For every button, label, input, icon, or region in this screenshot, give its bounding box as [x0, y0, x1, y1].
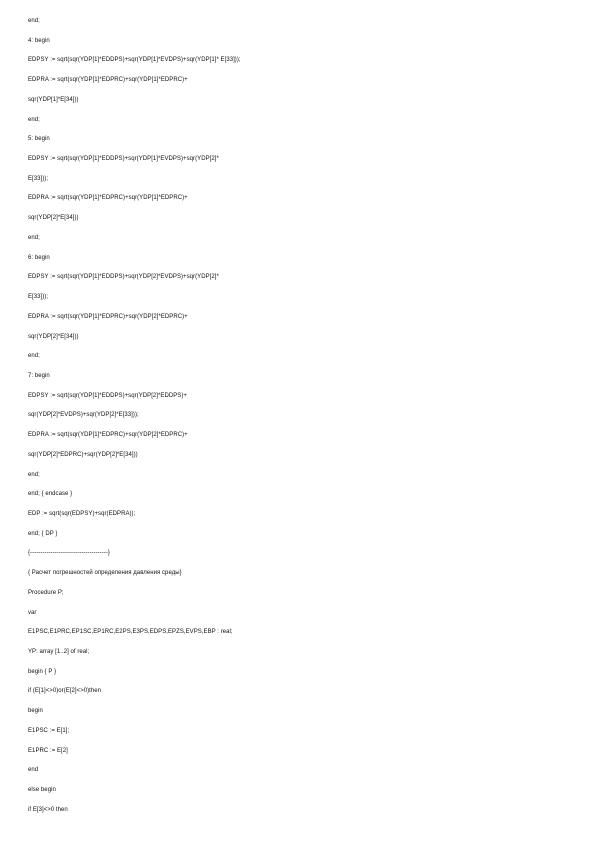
code-line: sqr(YDP[2]*EVDPS)+sqr(YDP[2]*E[33])); — [28, 412, 139, 419]
code-listing — [28, 17, 568, 825]
code-line: sqr(YDP[1]*E[34])) — [28, 96, 79, 103]
code-line: end; — [28, 471, 40, 478]
code-line: E1PRC := E[2] — [28, 747, 68, 754]
code-line: YP: array [1..2] of real; — [28, 649, 90, 655]
code-line: EDPRA := sqrt(sqr(YDP[1]*EDPRC)+sqr(YDP[2]*EDPRC)+ — [28, 432, 188, 439]
code-line: end; { DP } — [28, 530, 58, 537]
code-line: sqr(YDP[2]*E[34])) — [28, 333, 79, 340]
code-line: { Расчет погрешностей определения давления среды} — [28, 570, 182, 577]
code-line: end; — [28, 18, 40, 24]
code-line: EDPSY := sqrt(sqr(YDP[1]*EDDPS)+sqr(YDP[1]*EVDPS)+sqr(YDP[1]* E[33])); — [28, 57, 241, 64]
code-line: end; — [28, 234, 40, 241]
code-line: E1PSC := E[1]; — [28, 727, 70, 734]
code-line: sqr(YDP[2]*E[34])) — [28, 215, 79, 222]
code-line: 5: begin — [28, 136, 50, 143]
code-line: 4: begin — [28, 37, 50, 44]
code-line: EDP := sqrt(sqr(EDPSY)+sqr(EDPRA)); — [28, 510, 136, 517]
code-line: EDPSY := sqrt(sqr(YDP[1]*EDDPS)+sqr(YDP[1]*EVDPS)+sqr(YDP[2]* — [28, 156, 219, 163]
code-line: var — [28, 609, 37, 616]
code-line: EDPRA := sqrt(sqr(YDP[1]*EDPRC)+sqr(YDP[1]*EDPRC)+ — [28, 77, 188, 84]
code-line: if E[3]<>0 then — [28, 806, 68, 813]
code-line: 6: begin — [28, 254, 50, 261]
code-line: end; { endcase } — [28, 491, 73, 498]
code-line: E[33])); — [28, 294, 49, 301]
code-line: E[33])); — [28, 175, 49, 182]
code-line: E1PSC,E1PRC,EP1SC,EP1RC,E2PS,E3PS,EDPS,EPZS,EVPS,EBP : real; — [28, 629, 233, 636]
code-line: EDPRA := sqrt(sqr(YDP[1]*EDPRC)+sqr(YDP[1]*EDPRC)+ — [28, 195, 188, 202]
code-line: Procedure P; — [28, 589, 64, 596]
code-line: end — [28, 767, 39, 774]
code-line: end; — [28, 116, 40, 123]
code-line: else begin — [28, 787, 56, 794]
code-line: 7: begin — [28, 372, 50, 379]
code-line: sqr(YDP[2]*EDPRC)+sqr(YDP[2]*E[34])) — [28, 451, 138, 458]
code-line: if (E[1]<>0)or(E[2]<>0)then — [28, 688, 102, 695]
code-line: begin — [28, 708, 43, 715]
code-line: end; — [28, 353, 40, 360]
code-line: EDPRA := sqrt(sqr(YDP[1]*EDPRC)+sqr(YDP[2]*EDPRC)+ — [28, 313, 188, 320]
code-line: {--------------------------------------} — [28, 550, 110, 557]
code-line: EDPSY := sqrt(sqr(YDP[1]*EDDPS)+sqr(YDP[2]*EVDPS)+sqr(YDP[2]* — [28, 274, 219, 281]
code-line: EDPSY := sqrt(sqr(YDP[1]*EDDPS)+sqr(YDP[2]*EDDPS)+ — [28, 392, 187, 399]
code-line: begin { P } — [28, 668, 57, 675]
